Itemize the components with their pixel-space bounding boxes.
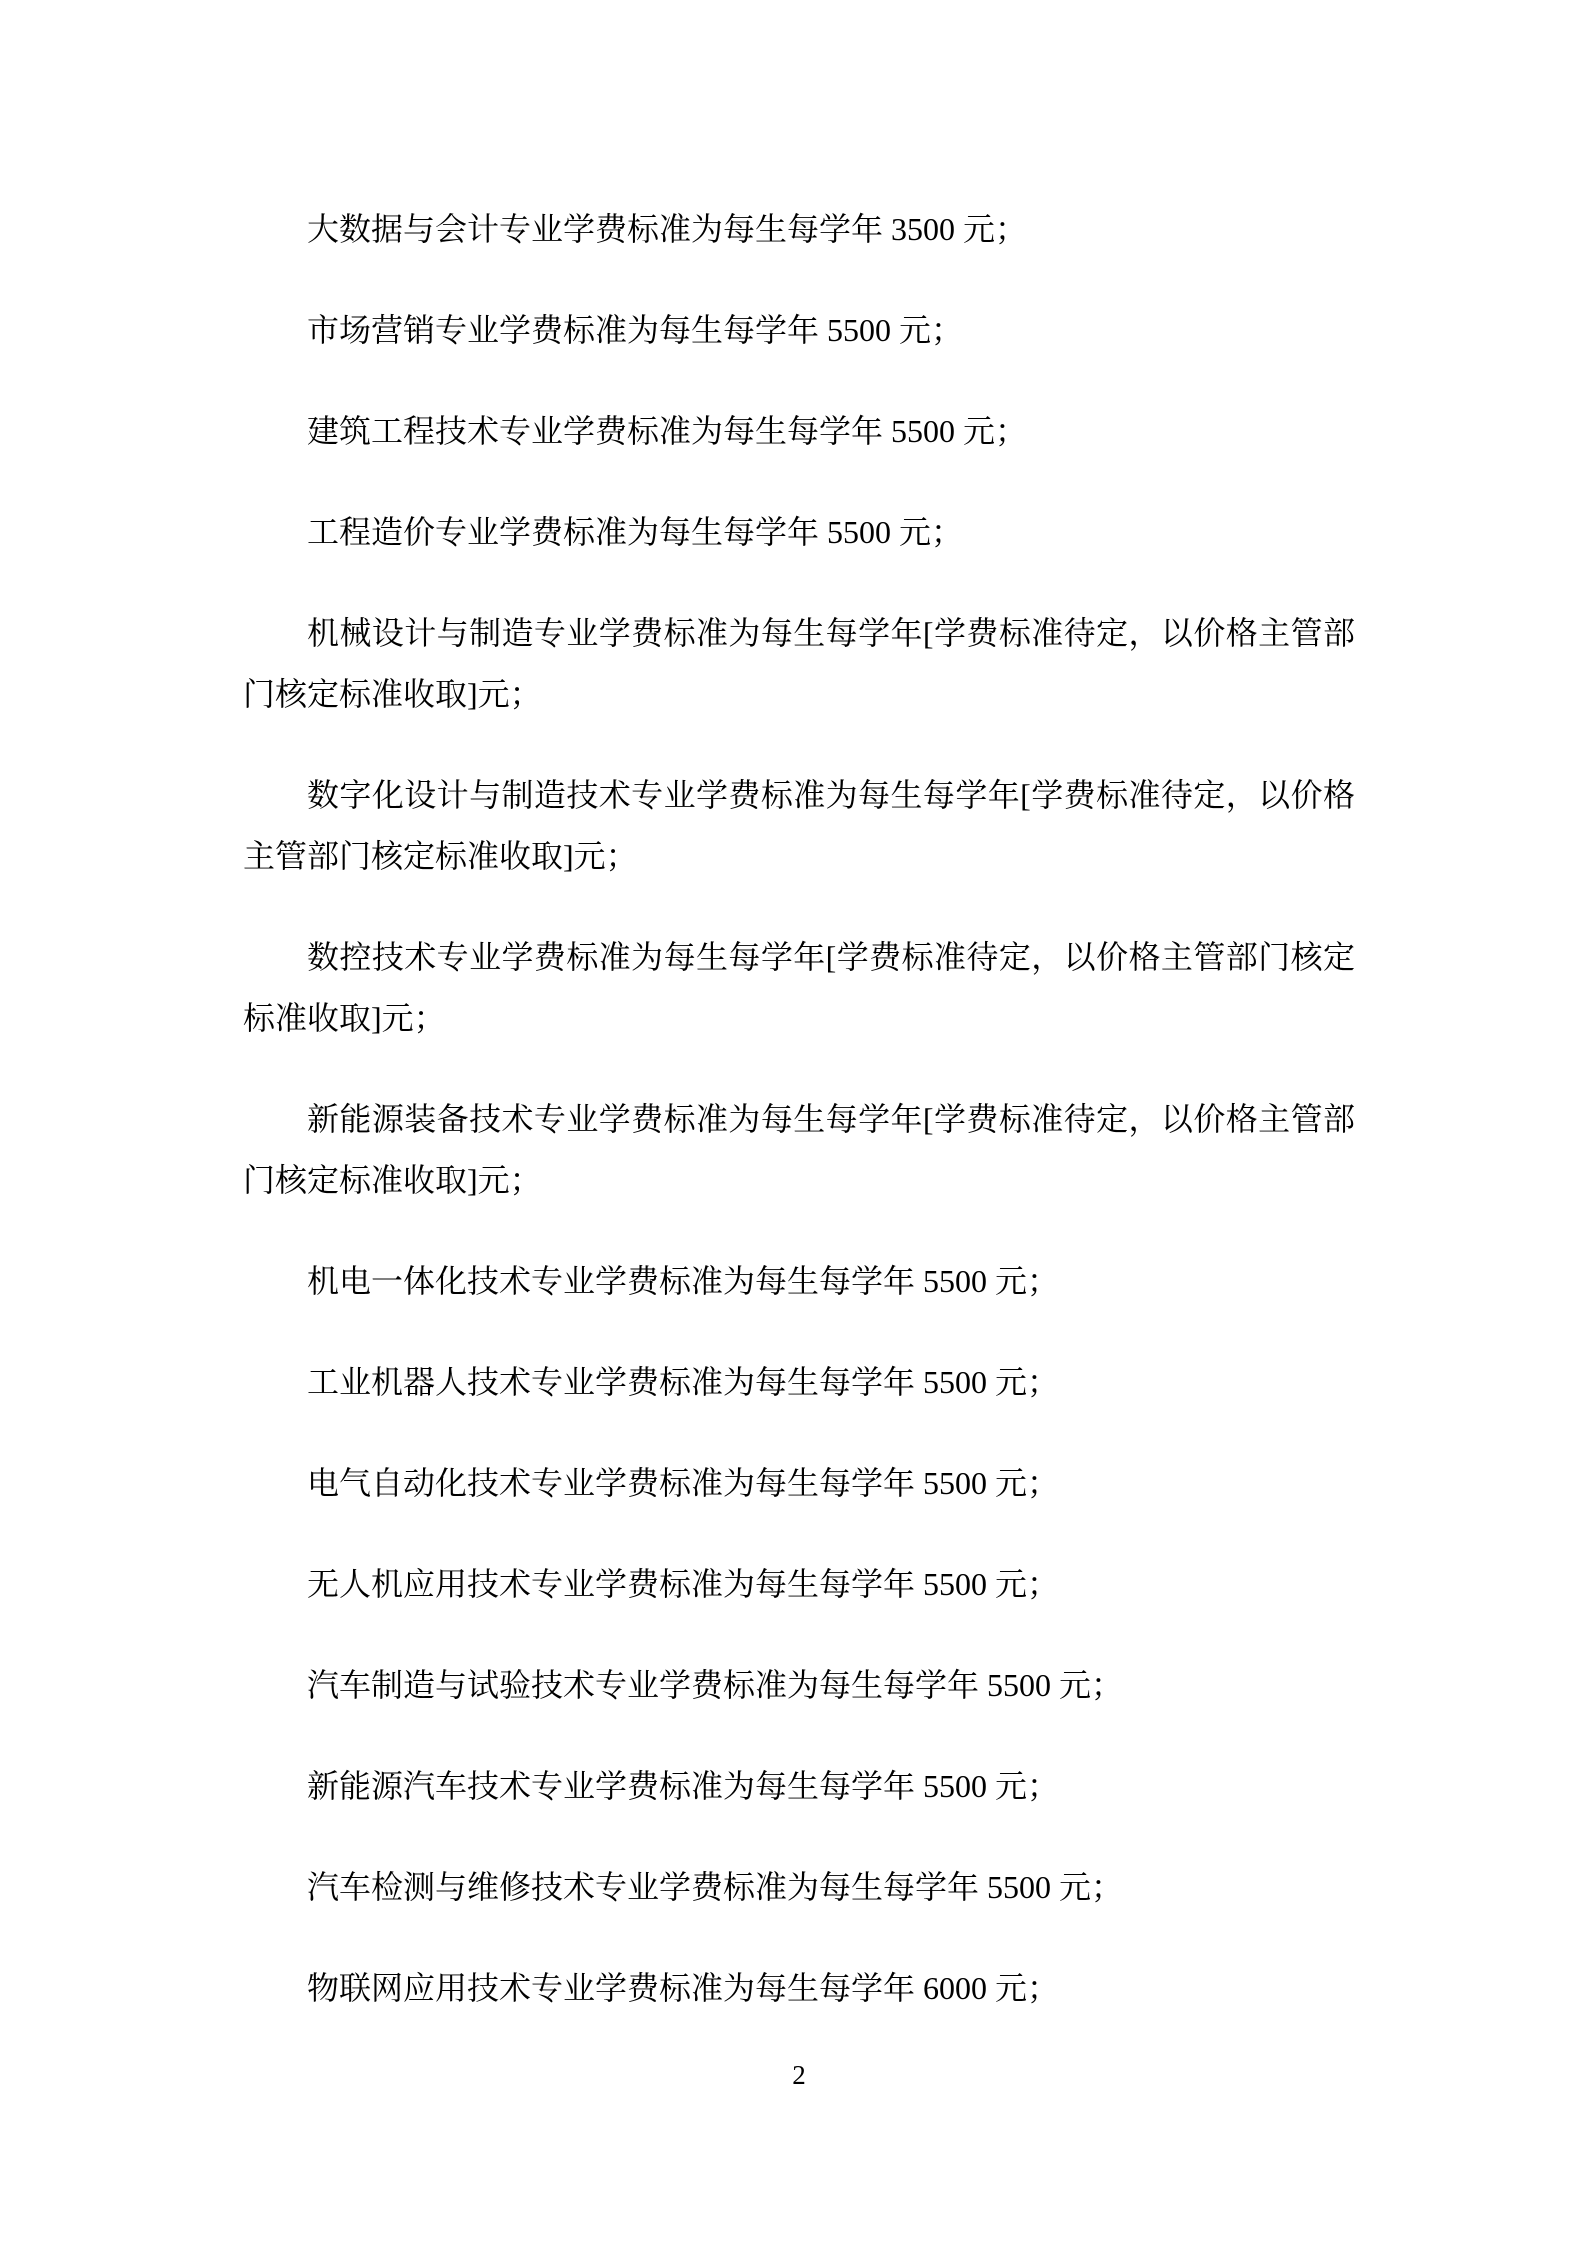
- page-number: 2: [792, 2060, 806, 2090]
- fee-paragraph: 电气自动化技术专业学费标准为每生每学年 5500 元；: [307, 1465, 1060, 1501]
- fee-paragraph: 汽车制造与试验技术专业学费标准为每生每学年 5500 元；: [307, 1667, 1124, 1703]
- fee-paragraph: 机械设计与制造专业学费标准为每生每学年[学费标准待定，以价格主管部门核定标准收取]元；: [243, 615, 1355, 712]
- fee-paragraph: 数字化设计与制造技术专业学费标准为每生每学年[学费标准待定，以价格主管部门核定标准收取]元；: [243, 777, 1355, 874]
- fee-paragraph: 建筑工程技术专业学费标准为每生每学年 5500 元；: [307, 413, 1028, 449]
- fee-paragraph: 数控技术专业学费标准为每生每学年[学费标准待定，以价格主管部门核定标准收取]元；: [243, 939, 1355, 1036]
- fee-paragraph: 机电一体化技术专业学费标准为每生每学年 5500 元；: [307, 1263, 1060, 1299]
- document-body: [243, 199, 1355, 2059]
- page-footer: [243, 2055, 1355, 2095]
- fee-paragraph: 汽车检测与维修技术专业学费标准为每生每学年 5500 元；: [307, 1869, 1124, 1905]
- fee-paragraph: 无人机应用技术专业学费标准为每生每学年 5500 元；: [307, 1566, 1060, 1602]
- fee-paragraph: 大数据与会计专业学费标准为每生每学年 3500 元；: [307, 211, 1028, 247]
- fee-paragraph: 新能源汽车技术专业学费标准为每生每学年 5500 元；: [307, 1768, 1060, 1804]
- fee-paragraph: 工业机器人技术专业学费标准为每生每学年 5500 元；: [307, 1364, 1060, 1400]
- fee-paragraph: 市场营销专业学费标准为每生每学年 5500 元；: [307, 312, 964, 348]
- fee-paragraph: 物联网应用技术专业学费标准为每生每学年 6000 元；: [307, 1970, 1060, 2006]
- fee-paragraph: 工程造价专业学费标准为每生每学年 5500 元；: [307, 514, 964, 550]
- fee-paragraph: 新能源装备技术专业学费标准为每生每学年[学费标准待定，以价格主管部门核定标准收取]元；: [243, 1101, 1355, 1198]
